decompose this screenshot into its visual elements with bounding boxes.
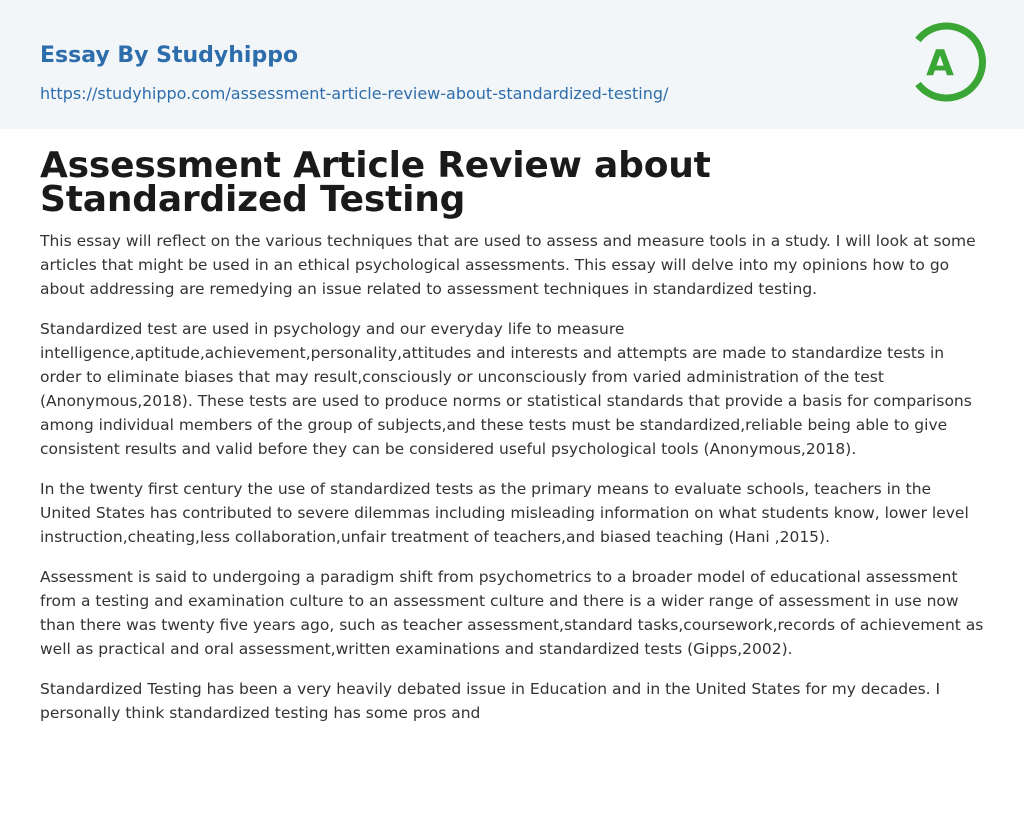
main-content (0, 129, 1024, 725)
logo-letter: A (926, 43, 954, 84)
site-header (0, 0, 1024, 129)
essay-paragraph: This essay will reflect on the various techniques that are used to assess and measure tools in a study. I will look at some articles that might be used in an ethical psychological assessments. This essay will delve into my opinions how to go about addressing are remedying an issue related to assessment techniques in standardized testing. (40, 232, 976, 298)
essay-paragraph: In the twenty first century the use of standardized tests as the primary means to evaluate schools, teachers in the United States has contributed to severe dilemmas including misleading information on what students know, lower level instruction,cheating,less collaboration,unfair treatment of teachers,and biased teaching (Hani ,2015). (40, 480, 969, 546)
studyhippo-logo-icon[interactable] (910, 18, 988, 106)
essay-body (40, 229, 984, 725)
essay-paragraph: Standardized test are used in psychology and our everyday life to measure intelligence,aptitude,achievement,personality,attitudes and interests and attempts are made to standardize tests in order to eliminate biases that may result,consciously or unconsciously from varied administration of the test (Anonymous,2018). These tests are used to produce norms or statistical standards that provide a basis for comparisons among individual members of the group of subjects,and these tests must be standardized,reliable being able to give consistent results and valid before they can be considered useful psychological tools (Anonymous,2018). (40, 320, 972, 458)
essay-paragraph: Assessment is said to undergoing a paradigm shift from psychometrics to a broader model of educational assessment from a testing and examination culture to an assessment culture and there is a wider range of assessment in use now than there was twenty five years ago, such as teacher assessment,standard tasks,coursework,records of achievement as well as practical and oral assessment,written examinations and standardized tests (Gipps,2002). (40, 568, 984, 658)
essay-paragraph: Standardized Testing has been a very heavily debated issue in Education and in the United States for my decades. I personally think standardized testing has some pros and (40, 680, 941, 722)
page-title: Assessment Article Review about Standardized Testing (40, 145, 711, 220)
source-url-link[interactable]: https://studyhippo.com/assessment-article-review-about-standardized-testing/ (40, 84, 669, 103)
brand-title[interactable]: Essay By Studyhippo (40, 43, 299, 68)
